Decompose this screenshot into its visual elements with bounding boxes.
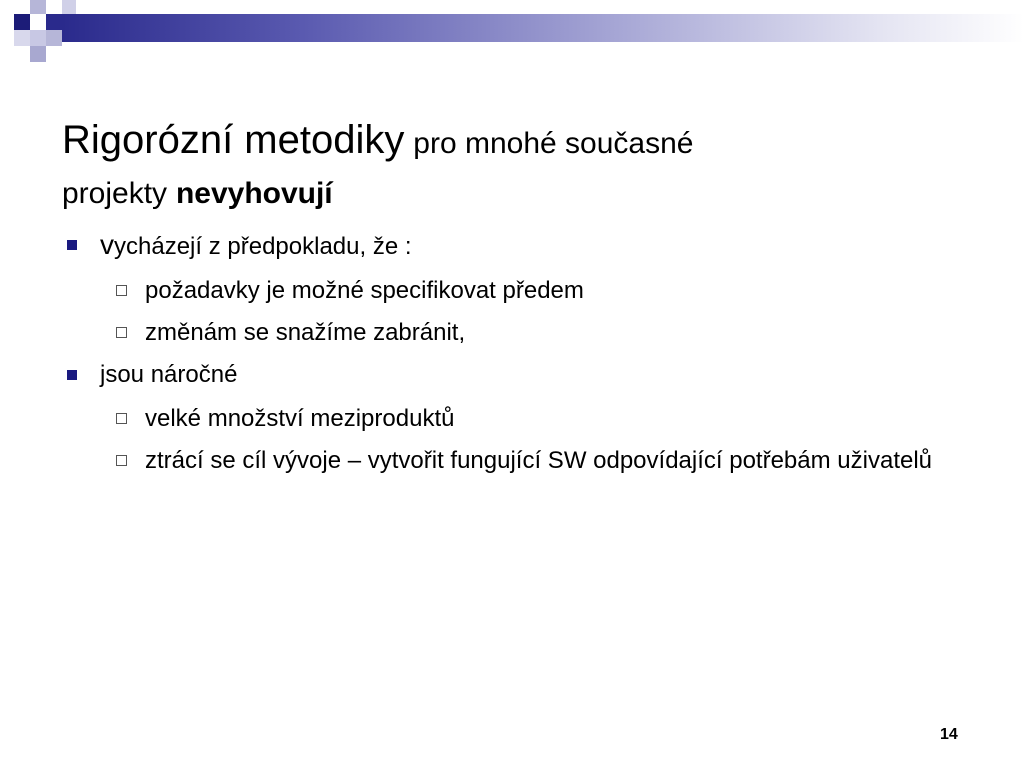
hollow-square-bullet-icon — [116, 327, 127, 338]
sub-bullet-item — [62, 276, 982, 306]
slide-body — [62, 230, 982, 488]
sub-bullet-item — [62, 446, 982, 476]
bullet-first-letter: v — [100, 229, 114, 260]
decor-square — [30, 30, 46, 46]
square-bullet-icon — [67, 370, 77, 380]
decor-square — [14, 30, 30, 46]
bullet-item — [62, 230, 982, 262]
hollow-square-bullet-icon — [116, 455, 127, 466]
decor-square — [14, 14, 30, 30]
sub-bullet-item — [62, 404, 982, 434]
decor-square — [46, 30, 62, 46]
sub-bullet-item — [62, 318, 982, 348]
title-line2: projekty — [62, 177, 168, 210]
decor-square — [30, 0, 46, 14]
decor-square — [30, 46, 46, 62]
sub-bullet-text: velké množství meziproduktů — [145, 405, 455, 432]
slide-title — [62, 116, 962, 218]
decor-square — [46, 14, 62, 30]
sub-bullet-text: požadavky je možné specifikovat předem — [145, 277, 584, 304]
title-emphasis: nevyhovují — [175, 177, 333, 210]
hollow-square-bullet-icon — [116, 413, 127, 424]
square-bullet-icon — [67, 240, 77, 250]
sub-bullet-text: změnám se snažíme zabránit, — [145, 319, 466, 346]
decor-square — [62, 0, 76, 14]
bullet-text: ycházejí z předpokladu, že : — [114, 233, 412, 260]
sub-bullet-text: ztrácí se cíl vývoje – vytvořit fungující SW odpovídající potřebám uživatelů — [145, 447, 933, 474]
slide-number: 14 — [940, 726, 958, 743]
title-continuation: pro mnohé současné — [413, 127, 694, 160]
title-main: Rigorózní metodiky — [62, 118, 405, 162]
hollow-square-bullet-icon — [116, 285, 127, 296]
bullet-text: jsou náročné — [100, 361, 238, 388]
gradient-band — [62, 14, 1024, 42]
bullet-item — [62, 360, 982, 390]
